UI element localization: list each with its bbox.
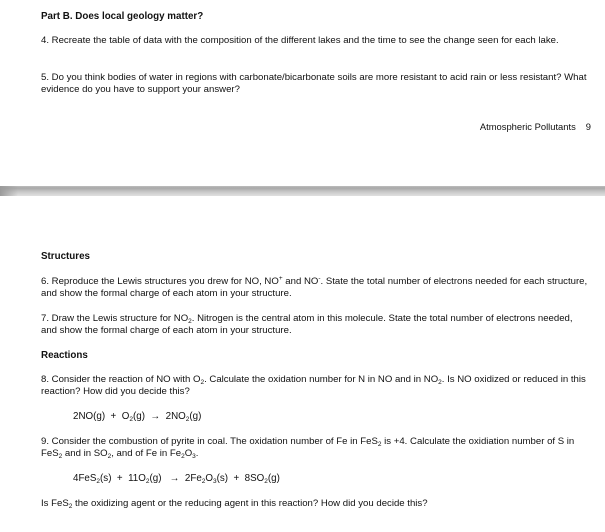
page-number: 9 [585,121,591,132]
question-9: 9. Consider the combustion of pyrite in coal. The oxidation number of Fe in FeS$_2$ is +4. Calculate the oxidiation number of S in FeS$_2$ and in $SO_2$, and of Fe in $Fe_2O_3$. [41,436,575,460]
question-8: 8. Consider the reaction of NO with $O_2$. Calculate the oxidation number for N in NO and in $NO_2$. Is NO oxidized or reduced in this reaction? How did you decide this? [41,374,586,397]
footer-title: Atmospheric Pollutants [479,121,576,132]
equation-pyrite-combustion: $4FeS_2(s) + 11O_2(g) \to 2Fe_2O_3(s) + 8SO_2(g)$ [73,473,280,485]
question-5: 5. Do you think bodies of water in regions with carbonate/bicarbonate soils are more resistant to acid rain or less resistant? What evidence do you have to support your answer? [41,72,587,95]
arrow-right-icon: → [169,473,180,484]
reactions-heading: Reactions [41,350,88,361]
question-7: 7. Draw the Lewis structure for $NO_2$. Nitrogen is the central atom in this molecule. State the total number of electrons needed, and show the formal charge of each atom in your structure. [41,313,573,336]
question-6: 6. Reproduce the Lewis structures you drew for NO, NO+ and NO-. State the total number of electrons needed for each structure, and show the formal charge of each atom in your structure. [41,275,588,299]
final-question: Is FeS$_2$ the oxidizing agent or the reducing agent in this reaction? How did you decide this? [41,498,428,510]
structures-heading: Structures [41,251,90,262]
page-break-shadow [0,186,18,196]
question-4: 4. Recreate the table of data with the composition of the different lakes and the time to see the change seen for each lake. [41,35,559,46]
arrow-right-icon: → [150,411,161,422]
page-footer [480,121,591,133]
page-break-divider [0,186,605,196]
part-b-heading: Part B. Does local geology matter? [41,11,204,22]
equation-no-oxidation: $2NO(g) + O_2(g) \to 2NO_2(g)$ [73,411,202,423]
